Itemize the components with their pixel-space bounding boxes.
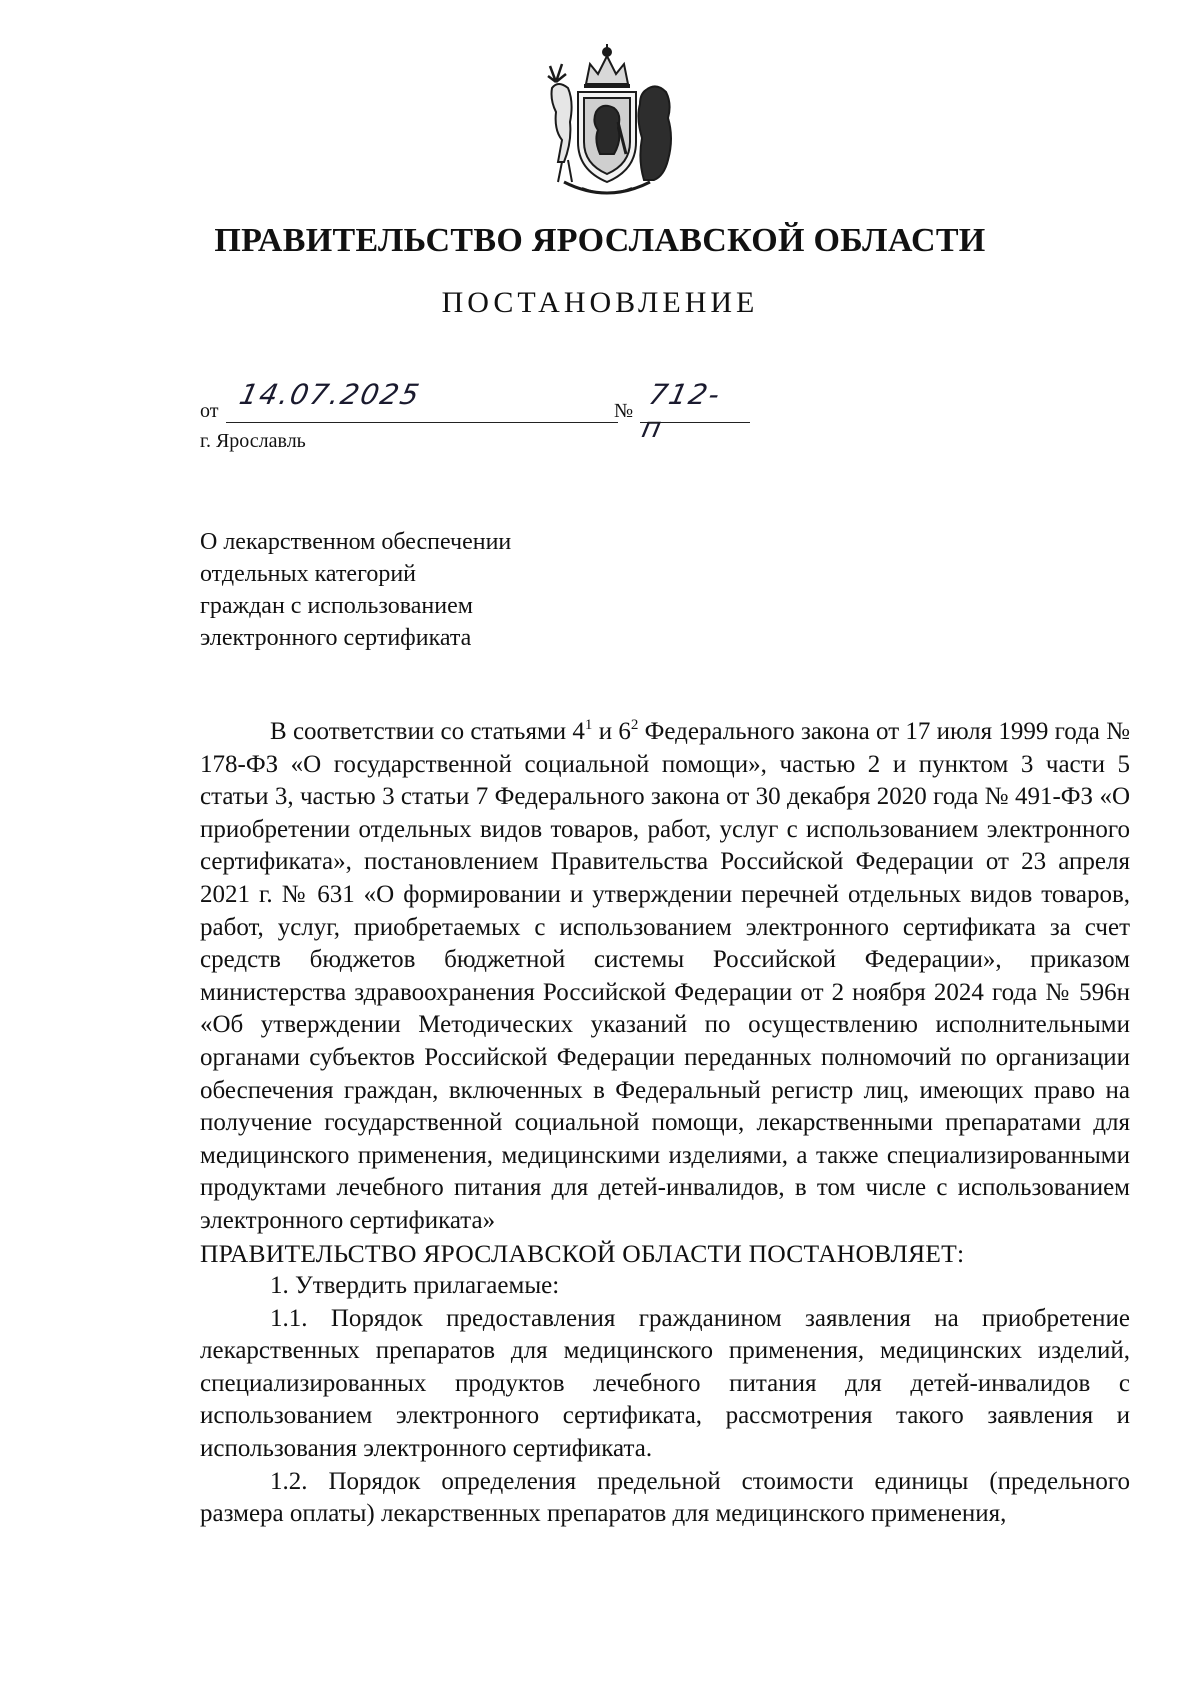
date-underline (226, 422, 618, 423)
document-number: 712-п (638, 378, 725, 444)
document-body (200, 716, 1130, 1531)
preamble-start: В соответствии со статьями 4 (270, 718, 585, 745)
item-1: 1. Утвердить прилагаемые: (270, 1272, 560, 1300)
document-type: ПОСТАНОВЛЕНИЕ (441, 286, 759, 319)
document-date: 14.07.2025 (236, 378, 424, 411)
superscript: 2 (630, 716, 639, 733)
subject-line: электронного сертификата (200, 625, 472, 651)
subject-line: О лекарственном обеспечении (200, 529, 512, 555)
city: г. Ярославль (200, 430, 306, 452)
preamble-paragraph (200, 716, 1130, 1238)
number-label: № (614, 400, 634, 422)
number-underline (640, 422, 750, 423)
coat-of-arms-emblem (534, 42, 680, 200)
from-label: от (200, 400, 219, 422)
resolution-clause: ПРАВИТЕЛЬСТВО ЯРОСЛАВСКОЙ ОБЛАСТИ ПОСТАНОВЛЯЕТ: (200, 1238, 965, 1268)
superscript: 1 (584, 716, 593, 733)
subject-line: граждан с использованием (200, 593, 473, 619)
item-1-1: 1.1. Порядок предоставления гражданином заявления на приобретение лекарственных препаратов для медицинского применения, медицинских изделий, специализированных продуктов лечебного питания для детей-инвалидов с использованием электронного сертификата, рассмотрения такого заявления и использования электронного сертификата. (200, 1304, 1130, 1463)
government-title: ПРАВИТЕЛЬСТВО ЯРОСЛАВСКОЙ ОБЛАСТИ (214, 222, 986, 259)
preamble-rest: Федерального закона от 17 июля 1999 года № 178-ФЗ «О государственной социальной помощи», частью 2 и пунктом 3 части 5 статьи 3, частью 3 статьи 7 Федерального закона от 30 декабря 2020 года № 491-ФЗ «О приобретении отдельных видов товаров, работ, услуг с использованием электронного сертификата», постановлением Правительства Российской Федерации от 23 апреля 2021 г. № 631 «О формировании и утверждении перечней отдельных видов товаров, работ, услуг, приобретаемых с использованием электронного сертификата за счет средств бюджетов бюджетной системы Российской Федерации», приказом министерства здравоохранения Российской Федерации от 2 ноября 2024 года № 596н «Об утверждении Методических указаний по осуществлению исполнительными органами субъектов Российской Федерации переданных полномочий по организации обеспечения граждан, включенных в Федеральный регистр лиц, имеющих право на получение государственной социальной помощи, лекарственными препаратами для медицинского применения, медицинскими изделиями, а также специализированными продуктами лечебного питания для детей-инвалидов, в том числе с использованием электронного сертификата» (200, 718, 1130, 1234)
document-subject (200, 526, 640, 654)
subject-line: отдельных категорий (200, 561, 417, 587)
preamble-and: и 6 (592, 718, 631, 745)
item-1-2: 1.2. Порядок определения предельной стоимости единицы (предельного размера оплаты) лекарственных препаратов для медицинского применения, (200, 1467, 1130, 1528)
